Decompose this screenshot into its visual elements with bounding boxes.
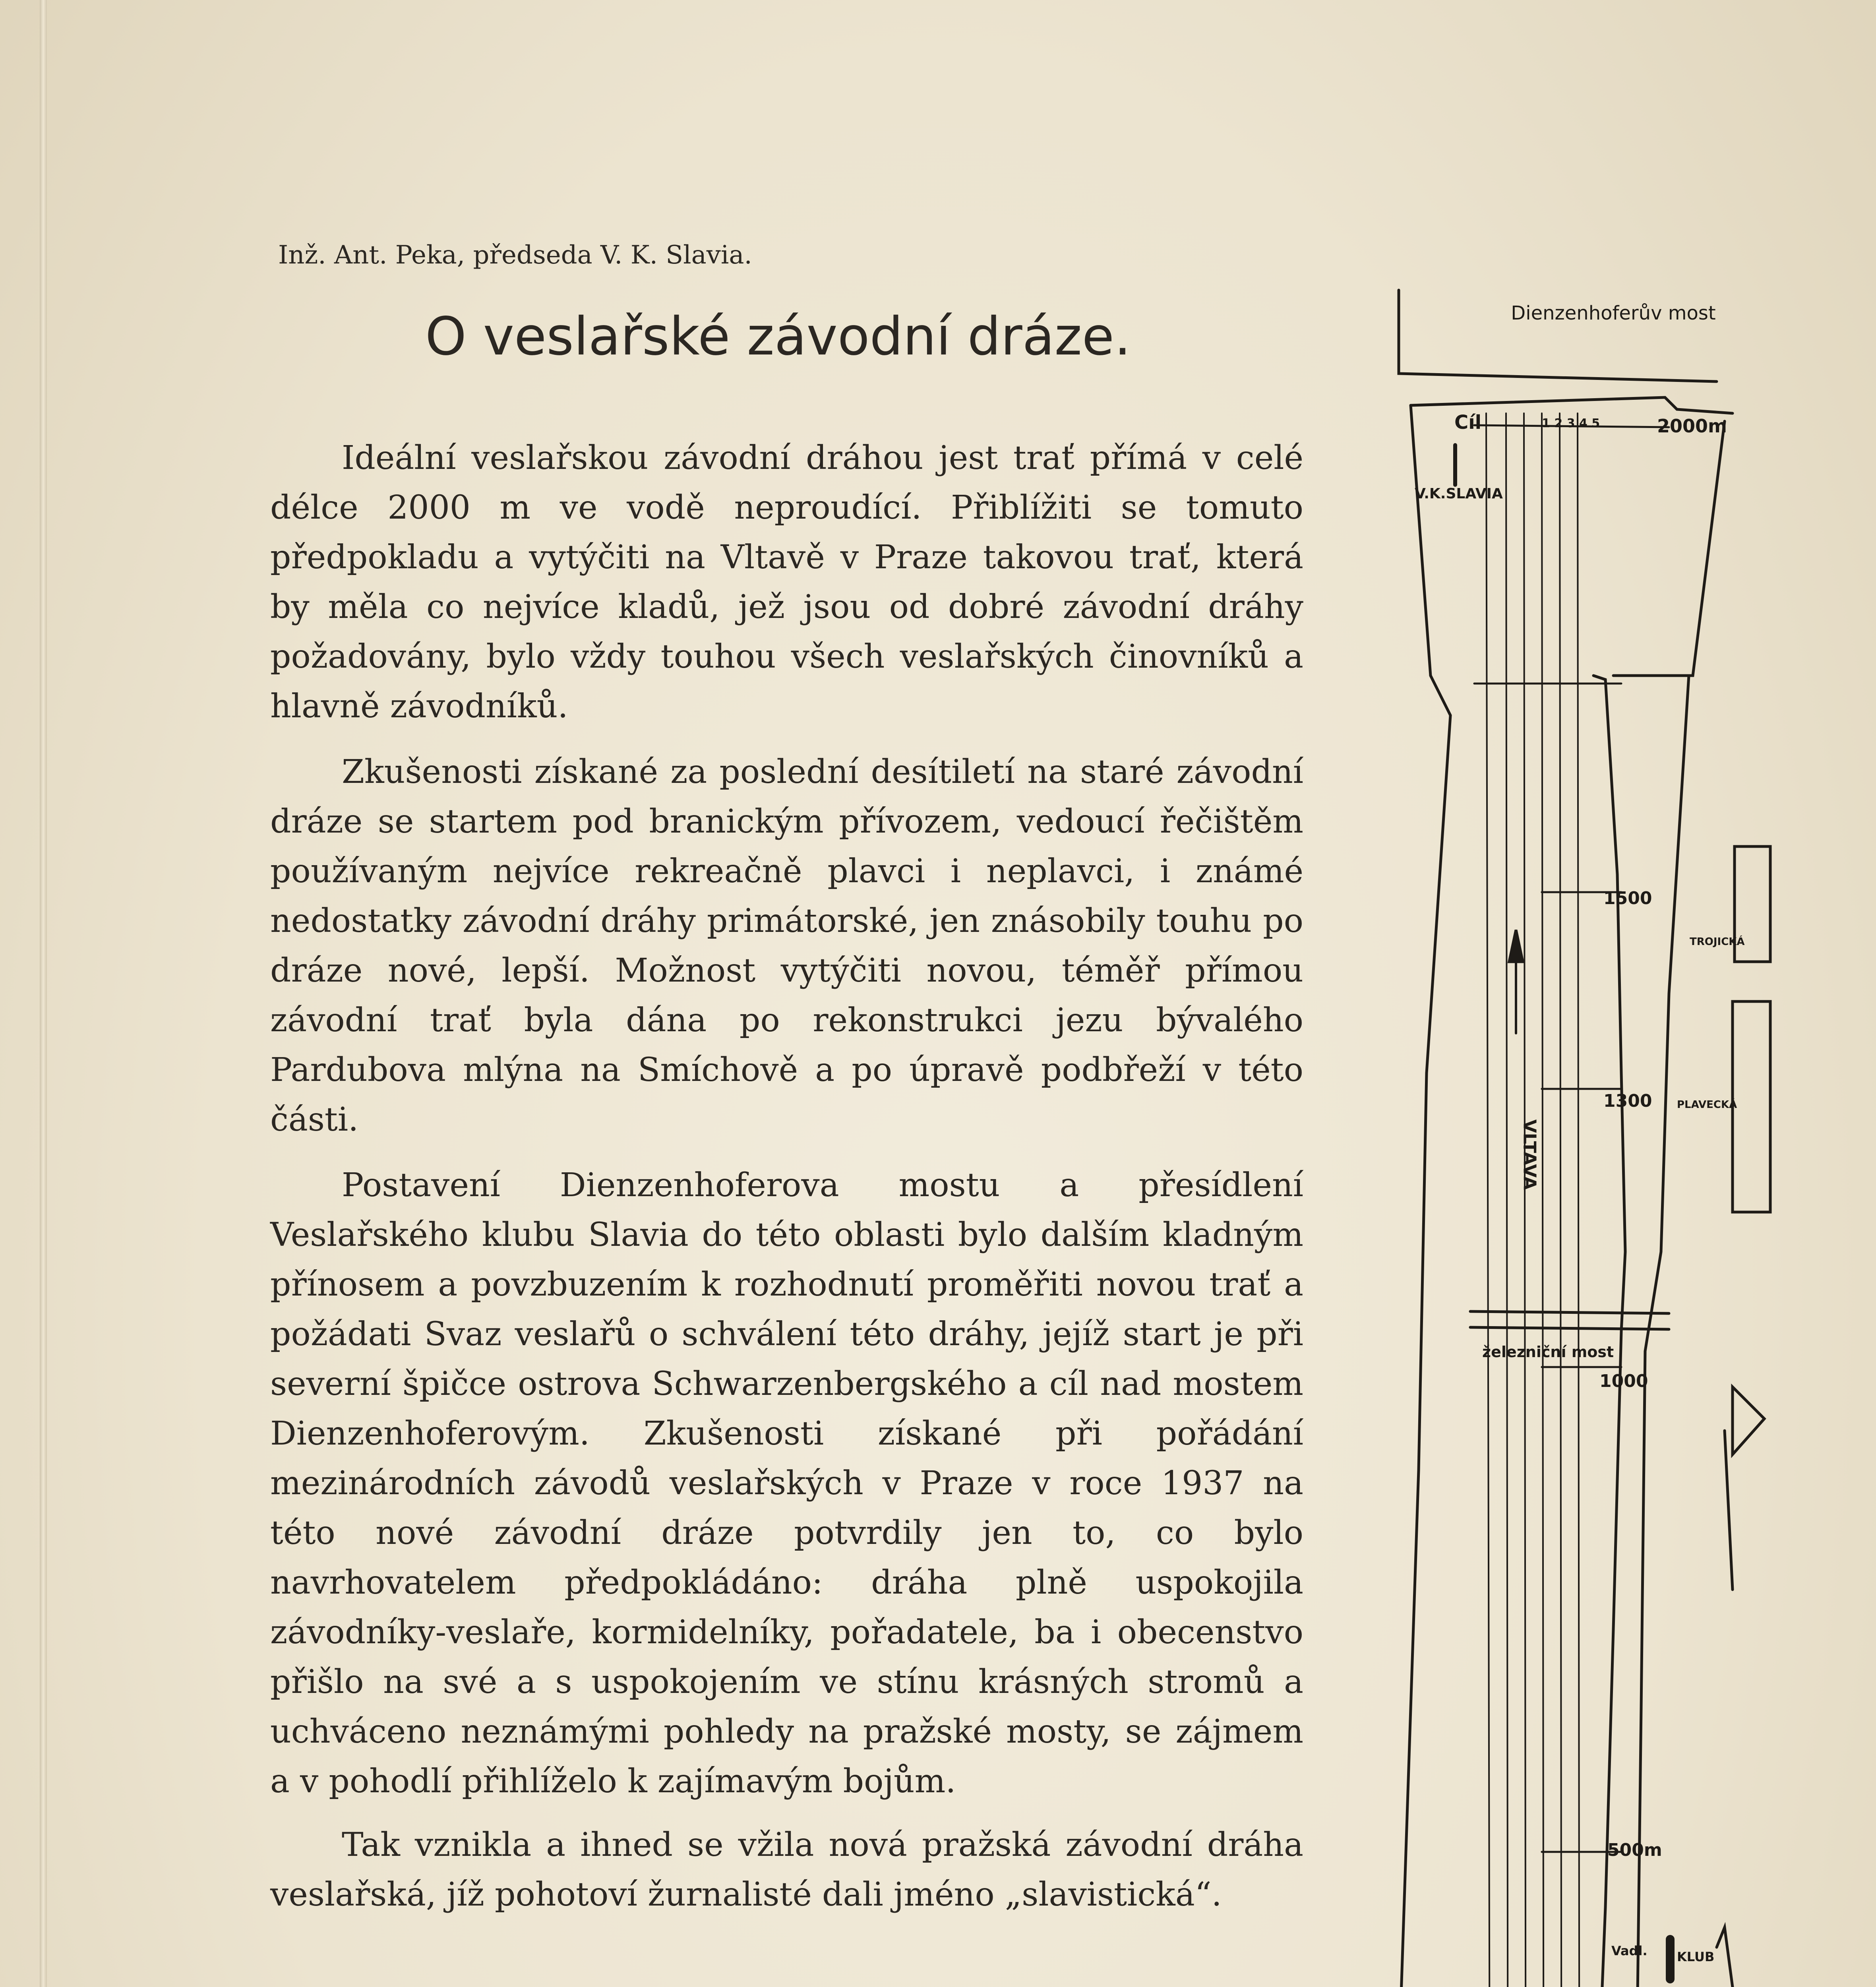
map-label-klub: KLUB xyxy=(1677,1949,1715,1964)
map-label-trojicka: TROJICKÁ xyxy=(1690,936,1745,948)
course-map xyxy=(1383,278,1788,1987)
map-label-club: V.K.SLAVIA xyxy=(1415,486,1503,502)
map-lane-numbers-finish: 1 2 3 4 5 xyxy=(1542,416,1600,430)
island-outline xyxy=(1526,676,1625,1987)
flow-arrow-icon xyxy=(1509,930,1523,962)
map-label-bridge: Dienzenhoferův most xyxy=(1511,302,1716,324)
railway-bridge-bottom xyxy=(1470,1327,1669,1329)
vadl-klub-line xyxy=(1717,1927,1733,1987)
article-title: O veslařské závodní dráze. xyxy=(425,306,1131,367)
pier-triangle xyxy=(1733,1387,1764,1454)
map-label-1500: 1500 xyxy=(1603,888,1652,908)
finish-bank xyxy=(1411,397,1733,413)
map-label-2000: 2000m xyxy=(1657,415,1727,437)
map-label-finish: Cíl xyxy=(1454,411,1482,434)
map-label-vadl: Vadl. xyxy=(1611,1943,1648,1958)
author-line: Inž. Ant. Peka, předseda V. K. Slavia. xyxy=(278,240,752,270)
map-label-1000: 1000 xyxy=(1599,1371,1648,1391)
map-label-river: VLTAVA xyxy=(1519,1119,1540,1190)
course-map-drawing xyxy=(1383,278,1788,1987)
paragraph-3: Postavení Dienzenhoferova mostu a přesídlení Veslařského klubu Slavia do této oblasti bylo dalším kladným přínosem a povzbuzením k rozhodnutí proměřiti novou trať a požádati Svaz veslařů o schválení této dráhy, jejíž start je při severní špičce ostrova Schwarzenbergského a cíl nad mostem Dienzenhoferovým. Zkušenosti získané při pořádání mezinárodních závodů veslařských v Praze v roce 1937 na této nové závodní dráze potvrdily jen to, co bylo navrhovatelem předpokládáno: dráha plně uspokojila závodníky-veslaře, kormidelníky, pořadatele, ba i obecenstvo přišlo na své a s uspokojením ve stínu krásných stromů a uchváceno neznámými pohledy na pražské mosty, se zájmem a v pohodlí přihlíželo k zajímavým bojům. xyxy=(270,1166,1303,1800)
map-label-plavecka: PLAVECKÁ xyxy=(1677,1099,1737,1111)
plavecka-building xyxy=(1733,1001,1770,1212)
map-label-500: 500m xyxy=(1607,1840,1662,1860)
map-label-railway-bridge: železniční most xyxy=(1482,1343,1614,1361)
lane-line xyxy=(1560,413,1562,1987)
lane-line xyxy=(1578,413,1580,1987)
paragraph-4: Tak vznikla a ihned se vžila nová pražská závodní dráha veslařská, jíž pohotoví žurnalisté dali jméno „slavistická“. xyxy=(270,1826,1303,1913)
map-label-1300: 1300 xyxy=(1603,1091,1652,1111)
lane-line xyxy=(1542,413,1544,1987)
lane-line xyxy=(1524,413,1526,1987)
lane-line xyxy=(1506,413,1508,1987)
railway-bridge-top xyxy=(1470,1311,1669,1313)
page-fold xyxy=(40,0,47,1987)
lane-line xyxy=(1486,413,1490,1987)
paragraph-1: Ideální veslařskou závodní dráhou jest trať přímá v celé délce 2000 m ve vodě neproudící. Přiblížiti se tomuto předpokladu a vytýčiti na Vltavě v Praze takovou trať, která by měla co nejvíce kladů, jež jsou od dobré závodní dráhy požadovány, bylo vždy touhou všech veslařských činovníků a hlavně závodníků. xyxy=(270,439,1303,725)
finish-pier xyxy=(1613,421,1725,676)
paragraph-2: Zkušenosti získané za poslední desítiletí na staré závodní dráze se startem pod branickým přívozem, vedoucí řečištěm používaným nejvíce rekreačně plavci i neplavci, i známé nedostatky závodní dráhy primátorské, jen znásobily touhu po dráze nové, lepší. Možnost vytýčiti novou, téměř přímou závodní trať byla dána po rekonstrukci jezu bývalého Pardubova mlýna na Smíchově a po úpravě podbřeží v této části. xyxy=(270,753,1303,1139)
west-bank-upper xyxy=(1411,405,1431,676)
west-bank xyxy=(1399,676,1494,1987)
